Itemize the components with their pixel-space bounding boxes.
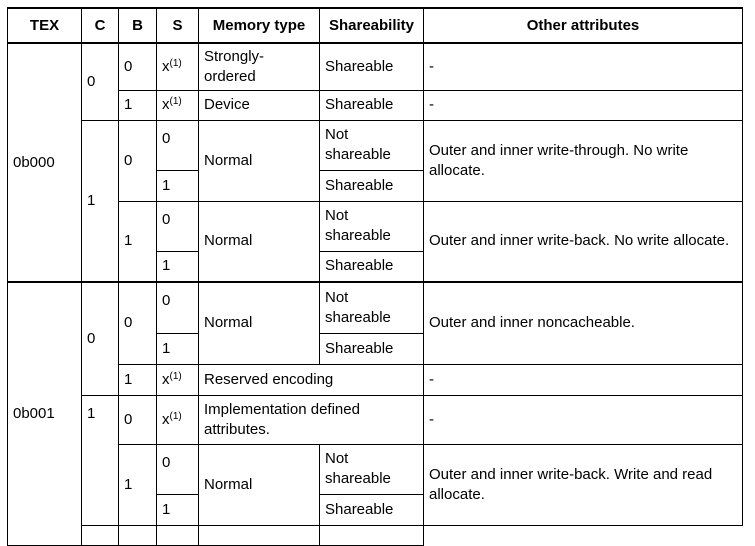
shareability-cell: Shareable	[320, 170, 424, 201]
s-x: x	[162, 57, 170, 75]
shareability-cell: Shareable	[320, 333, 424, 364]
shareability-cell: Shareable	[320, 251, 424, 282]
c-cell: 1	[82, 120, 119, 282]
c-cell: 0	[82, 282, 119, 395]
b-cell: 1	[119, 201, 157, 282]
s-cell: 1	[157, 170, 199, 201]
b-cell: 1	[119, 364, 157, 395]
header-other-attributes: Other attributes	[424, 8, 743, 43]
s-x: x	[162, 410, 170, 428]
memory-attributes-table	[7, 7, 743, 546]
s-cell: 1	[157, 333, 199, 364]
table-row	[8, 282, 743, 333]
shareability-cell: Not shareable	[320, 444, 424, 494]
table-row	[8, 364, 743, 395]
other-attributes-cell: Outer and inner noncacheable.	[424, 282, 743, 364]
tex-cell: 0b000	[8, 43, 82, 282]
table-row	[8, 525, 743, 545]
memory-type-cell: Implementation defined attributes.	[199, 395, 424, 444]
header-b: B	[119, 8, 157, 43]
b-cell: 0	[119, 282, 157, 364]
b-cell: 1	[119, 90, 157, 120]
footnote-ref: (1)	[169, 370, 182, 382]
memory-type-cell: Normal	[199, 201, 320, 282]
b-cell	[82, 525, 119, 545]
s-cell: 1	[157, 494, 199, 525]
s-cell	[157, 43, 199, 90]
other-attributes-cell	[320, 525, 424, 545]
tex-cell: 0b001	[8, 282, 82, 545]
footnote-ref: (1)	[169, 410, 182, 422]
shareability-cell: Shareable	[320, 494, 424, 525]
other-attributes-cell: -	[424, 395, 743, 444]
s-x: x	[162, 370, 170, 388]
s-cell: 0	[157, 120, 199, 170]
s-cell: 0	[157, 201, 199, 251]
s-cell: 0	[157, 444, 199, 494]
other-attributes-cell: Outer and inner write-back. No write allocate.	[424, 201, 743, 282]
memory-type-cell: Normal	[199, 282, 320, 364]
header-s: S	[157, 8, 199, 43]
b-cell: 0	[119, 120, 157, 201]
c-cell: 0	[82, 43, 119, 120]
memory-type-cell: Reserved encoding	[199, 364, 424, 395]
other-attributes-cell: Outer and inner write-through. No write allocate.	[424, 120, 743, 201]
header-shareability: Shareability	[320, 8, 424, 43]
footnote-ref: (1)	[169, 57, 182, 69]
shareability-cell: Not shareable	[320, 120, 424, 170]
shareability-cell: Shareable	[320, 43, 424, 90]
shareability-cell: Not shareable	[320, 201, 424, 251]
s-cell: 1	[157, 251, 199, 282]
header-tex: TEX	[8, 8, 82, 43]
table-row	[8, 201, 743, 251]
shareability-cell: Shareable	[320, 90, 424, 120]
memory-type-cell: Normal	[199, 120, 320, 201]
table-row	[8, 43, 743, 90]
b-cell: 1	[119, 444, 157, 525]
s-cell	[157, 395, 199, 444]
shareability-cell: Not shareable	[320, 282, 424, 333]
memory-type-cell	[157, 525, 199, 545]
table-row	[8, 90, 743, 120]
b-cell: 0	[119, 43, 157, 90]
memory-type-cell: Strongly-ordered	[199, 43, 320, 90]
header-c: C	[82, 8, 119, 43]
table-row	[8, 444, 743, 494]
b-cell: 0	[119, 395, 157, 444]
memory-type-cell: Device	[199, 90, 320, 120]
s-cell: 0	[157, 282, 199, 333]
other-attributes-cell: -	[424, 90, 743, 120]
table-row	[8, 120, 743, 170]
other-attributes-cell: Outer and inner write-back. Write and read allocate.	[424, 444, 743, 525]
header-memory-type: Memory type	[199, 8, 320, 43]
table-row	[8, 395, 743, 444]
s-cell	[157, 90, 199, 120]
memory-type-cell: Normal	[199, 444, 320, 525]
other-attributes-cell: -	[424, 43, 743, 90]
other-attributes-cell: -	[424, 364, 743, 395]
s-cell	[157, 364, 199, 395]
s-x: x	[162, 96, 170, 113]
header-row	[8, 8, 743, 43]
s-cell	[119, 525, 157, 545]
footnote-ref: (1)	[169, 96, 182, 107]
c-cell: 1	[82, 395, 119, 525]
shareability-cell	[199, 525, 320, 545]
